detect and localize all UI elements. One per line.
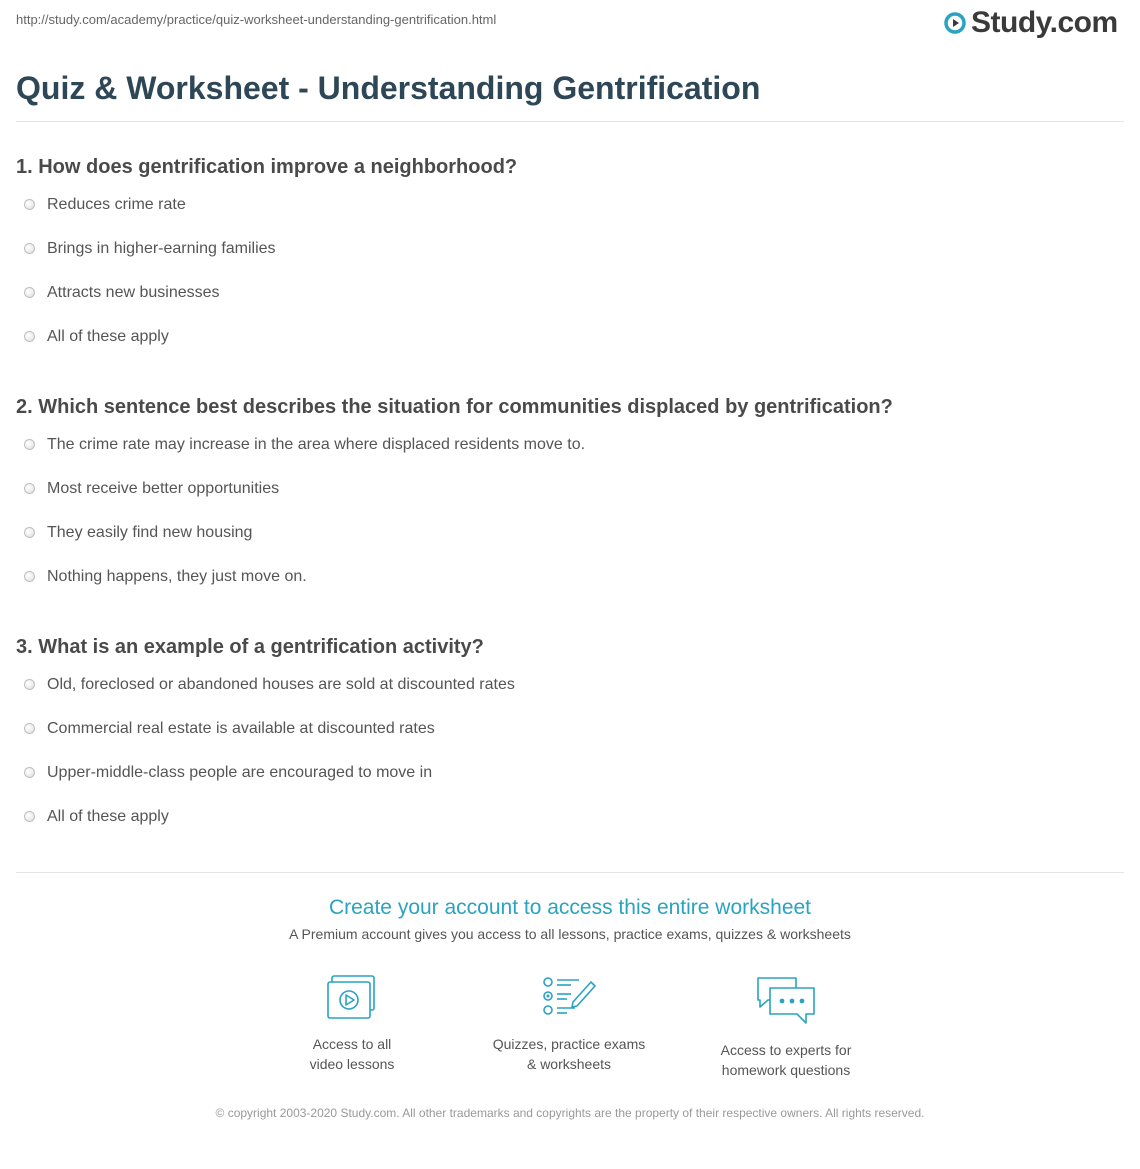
radio-button[interactable] [24,287,35,298]
answer-label: Nothing happens, they just move on. [47,568,307,585]
study-logo[interactable] [944,4,1124,44]
play-circle-icon [944,12,966,34]
question-text: 1. How does gentrification improve a neighborhood? [16,156,518,178]
video-lessons-icon [326,974,378,1020]
feature-quizzes [469,974,669,1074]
answer-option[interactable] [16,763,1116,807]
radio-button[interactable] [24,811,35,822]
answer-label: All of these apply [47,808,169,825]
feature-video-lessons [252,974,452,1074]
answer-label: Brings in higher-earning families [47,240,276,257]
feature-experts [686,974,886,1080]
copyright-footer: © copyright 2003-2020 Study.com. All other trademarks and copyrights are the property of their respective owners. All rights reserved. [215,1106,925,1120]
radio-button[interactable] [24,199,35,210]
answer-option[interactable] [16,675,1116,719]
radio-button[interactable] [24,439,35,450]
create-account-link[interactable]: Create your account to access this entire worksheet [328,896,812,919]
title-divider [16,121,1124,122]
answer-label: Commercial real estate is available at discounted rates [47,720,435,737]
answer-option[interactable] [16,435,1116,479]
answer-label: Reduces crime rate [47,196,186,213]
question-3 [16,635,1116,851]
question-text: 3. What is an example of a gentrification activity? [16,636,484,658]
answer-option[interactable] [16,327,1116,371]
cta-subtitle: A Premium account gives you access to all lessons, practice exams, quizzes & worksheets [289,926,851,942]
question-text: 2. Which sentence best describes the situation for communities displaced by gentrification? [16,396,893,418]
cta-divider [16,872,1124,873]
answer-options [16,435,1116,611]
page-title: Quiz & Worksheet - Understanding Gentrification [16,70,761,106]
answer-options [16,195,1116,371]
answer-option[interactable] [16,195,1116,239]
answer-option[interactable] [16,567,1116,611]
radio-button[interactable] [24,571,35,582]
radio-button[interactable] [24,527,35,538]
radio-button[interactable] [24,767,35,778]
answer-option[interactable] [16,719,1116,763]
answer-label: Attracts new businesses [47,284,220,301]
answer-label: Most receive better opportunities [47,480,280,497]
answer-option[interactable] [16,239,1116,283]
answer-option[interactable] [16,523,1116,567]
quiz-checklist-icon [541,974,597,1020]
page-url: http://study.com/academy/practice/quiz-worksheet-understanding-gentrification.html [16,12,497,27]
answer-option[interactable] [16,807,1116,851]
answer-label: Old, foreclosed or abandoned houses are sold at discounted rates [47,676,515,693]
radio-button[interactable] [24,723,35,734]
chat-bubbles-icon [754,974,818,1026]
radio-button[interactable] [24,679,35,690]
answer-option[interactable] [16,479,1116,523]
answer-label: All of these apply [47,328,169,345]
radio-button[interactable] [24,243,35,254]
answer-label: Upper-middle-class people are encouraged to move in [47,764,433,781]
answer-label: The crime rate may increase in the area where displaced residents move to. [47,436,586,453]
feature-label: Access to all video lessons [309,1036,395,1072]
question-1 [16,155,1116,371]
radio-button[interactable] [24,483,35,494]
feature-label: Access to experts for homework questions [720,1042,852,1078]
answer-options [16,675,1116,851]
feature-label: Quizzes, practice exams & worksheets [492,1036,646,1072]
answer-label: They easily find new housing [47,524,253,541]
logo-text: Study.com [971,6,1118,39]
question-2 [16,395,1116,611]
answer-option[interactable] [16,283,1116,327]
radio-button[interactable] [24,331,35,342]
